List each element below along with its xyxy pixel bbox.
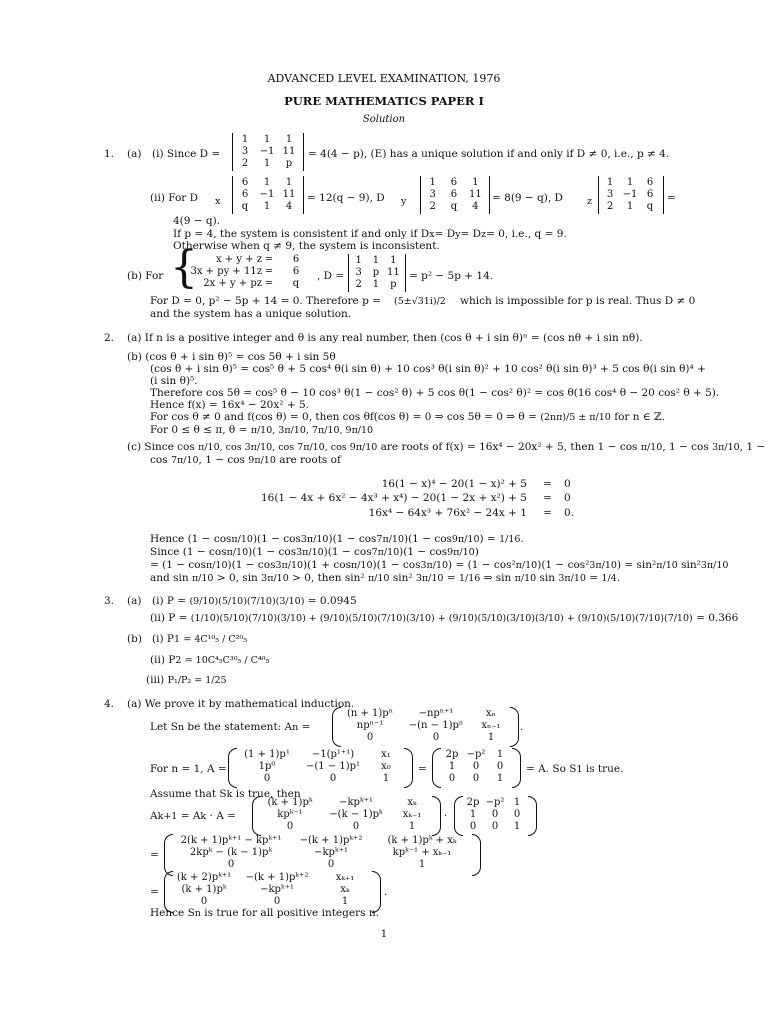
A1-matrix: (1 + 1)p¹ −1(p¹⁺¹) x₁ 1p⁰ −(1 − 1)p¹ x₀ 0 0 1 — [244, 749, 391, 784]
q2-c-hence: Hence (1 − cosπ/10)(1 − cos3π/10)(1 − cos7π/10)(1 − cos9π/10) = 1/16. — [150, 533, 524, 545]
q3-b-ii: (ii) P2 = 10C⁴₅C³⁰₅ / C⁴⁰₅ — [150, 654, 270, 666]
equals-2: = — [150, 886, 159, 898]
q3-b-iii: (iii) P₁/P₂ = 1/25 — [146, 674, 227, 686]
poly-val2: 0 — [564, 492, 571, 504]
q4-Ak1-lead: Ak+1 = Ak · A = — [150, 810, 236, 822]
Ak1-expanded-matrix: 2(k + 1)pᵏ⁺¹ − kpᵏ⁺¹ −(k + 1)pᵏ⁺² (k + 1)pᵏ + xₖ 2kpᵏ − (k − 1)pᵏ −kpᵏ⁺¹ kpᵏ⁻¹ + xₖ₋₁ 0 0 1 — [180, 835, 457, 870]
system-brace: { — [170, 242, 198, 293]
q2-c-line2: cos 7π/10, 1 − cos 9π/10 are roots of — [150, 454, 341, 466]
dot-operator: · — [444, 810, 448, 822]
An-period: . — [520, 721, 524, 733]
q3-b-i: (i) P1 = 4C¹⁰₅ / C²⁰₅ — [152, 633, 248, 645]
p-root: (5±√31i)/2 — [394, 296, 446, 307]
A1v-bracket-right — [512, 748, 521, 788]
q3-part-b: (b) — [127, 633, 142, 645]
q4-assume: Assume that Sk is true, then — [150, 788, 301, 800]
Dy-entries: 1 6 1 3 6 11 2 q 4 — [429, 177, 482, 212]
q4-base-case: For n = 1, A = — [150, 763, 227, 775]
q1-b-D-value: = p² − 5p + 14. — [409, 270, 494, 282]
q2-c-sine: and sin π/10 > 0, sin 3π/10 > 0, then sin² π/10 sin² 3π/10 = 1/16 ⇒ sin π/10 sin 3π/10 = 1/4. — [150, 572, 621, 584]
equals-1: = — [150, 849, 159, 861]
exam-title: ADVANCED LEVEL EXAMINATION, 1976 — [267, 72, 501, 85]
poly-line2: 16(1 − 4x + 6x² − 4x³ + x⁴) − 20(1 − 2x + x²) + 5 — [260, 492, 527, 504]
q2-b-expansion-end: (i sin θ)⁵. — [150, 375, 198, 387]
solution-subtitle: Solution — [362, 114, 406, 125]
sub-y: y — [401, 196, 407, 207]
system-b: x + y + z = 6 3x + py + 11z = 6 2x + y + pz = q — [190, 254, 300, 289]
q4-base-conclusion: = A. So S1 is true. — [526, 763, 624, 775]
D-b-entries: 1 1 1 3 p 11 2 1 p — [355, 255, 400, 290]
q2-c-product: = (1 − cosπ/10)(1 − cos3π/10)(1 + cosπ/10)(1 − cos3π/10) = (1 − cos²π/10)(1 − cos²3π/10) = sin²π/10 sin²3π/10 — [150, 559, 729, 571]
Dz-entries: 1 1 6 3 −1 6 2 1 q — [606, 177, 654, 212]
q1-b-conclusion: which is impossible for p is real. Thus D ≠ 0 — [460, 295, 696, 307]
poly-val3: 0. — [564, 507, 575, 519]
q1-part-a: (a) — [127, 148, 142, 160]
q1-b-quadratic: For D = 0, p² − 5p + 14 = 0. Therefore p = — [150, 295, 381, 307]
inconsistency-line: Otherwise when q ≠ 9, the system is inconsistent. — [173, 240, 440, 252]
q3-a-i: (i) P = (9/10)(5/10)(7/10)(3/10) = 0.0945 — [152, 595, 357, 607]
A1-equals: = — [418, 763, 427, 775]
A1-bracket-right — [404, 748, 413, 788]
An-bracket-right — [510, 707, 519, 747]
Ak-bracket-right — [432, 796, 441, 836]
sub-x: x — [215, 196, 221, 207]
result-period: . — [384, 886, 388, 898]
q2-b-fx: Hence f(x) = 16x⁴ − 20x² + 5. — [150, 399, 309, 411]
poly-eq3: = — [543, 507, 552, 519]
A-bracket-right — [528, 796, 537, 836]
q3-part-a: (a) — [127, 595, 142, 607]
page-number: 1 — [380, 928, 388, 940]
q4-conclusion: Hence Sn is true for all positive integers n. — [150, 907, 379, 919]
q1-b-D-lead: , D = — [317, 270, 345, 282]
paper-title: PURE MATHEMATICS PAPER I — [284, 94, 484, 108]
q1-ai-lead: (i) Since D = — [152, 148, 221, 160]
q2-b-roots: For cos θ ≠ 0 and f(cos θ) = 0, then cos θf(cos θ) = 0 ⇒ cos 5θ = 0 ⇒ θ = (2nπ)/5 ± π/10 for n ∈ ℤ. — [150, 411, 665, 423]
q1-b-unique: and the system has a unique solution. — [150, 308, 352, 320]
D-entries: 1 1 1 3 −1 11 2 1 p — [241, 134, 296, 169]
q1-aii-lead: (ii) For D — [150, 192, 199, 204]
q2-b-line1: (b) (cos θ + i sin θ)⁵ = cos 5θ + i sin 5θ — [127, 351, 336, 363]
A1-value-matrix: 2p −p² 1 1 0 0 0 0 1 — [445, 749, 504, 784]
q3-number: 3. — [104, 595, 115, 607]
q1-number: 1. — [104, 148, 115, 160]
An-matrix: (n + 1)pⁿ −npⁿ⁺¹ xₙ npⁿ⁻¹ −(n − 1)pⁿ xₙ₋₁ 0 0 1 — [346, 708, 501, 743]
q1-b-lead: (b) For — [127, 270, 164, 282]
q4-number: 4. — [104, 698, 115, 710]
consistency-line: If p = 4, the system is consistent if and only if Dx= Dy= Dz= 0, i.e., q = 9. — [173, 228, 567, 240]
q2-c-line1: (c) Since cos π/10, cos 3π/10, cos 7π/10, cos 9π/10 are roots of f(x) = 16x⁴ − 20x² + 5, then 1 − cos π/10, 1 − cos 3π/10, 1 − — [127, 441, 766, 453]
poly-eq2: = — [543, 492, 552, 504]
A-matrix: 2p −p² 1 1 0 0 0 0 1 — [466, 797, 521, 832]
poly-val1: 0 — [564, 478, 571, 490]
Ak1e-bracket-right — [472, 834, 481, 876]
q2-b-range: For 0 ≤ θ ≤ π, θ = π/10, 3π/10, 7π/10, 9π/10 — [150, 424, 374, 436]
q1-ai-result: = 4(4 − p), (E) has a unique solution if and only if D ≠ 0, i.e., p ≠ 4. — [308, 148, 670, 160]
poly-eq1: = — [543, 478, 552, 490]
q2-b-therefore: Therefore cos 5θ = cos⁵ θ − 10 cos³ θ(1 − cos² θ) + 5 cos θ(1 − cos² θ)² = cos θ(16 cos⁴ θ − 20 cos² θ + 5). — [150, 387, 720, 399]
poly-line1: 16(1 − x)⁴ − 20(1 − x)² + 5 — [381, 478, 527, 490]
Ak-matrix: (k + 1)pᵏ −kpᵏ⁺¹ xₖ kpᵏ⁻¹ −(k − 1)pᵏ xₖ₋₁ 0 0 1 — [267, 797, 422, 832]
Dx-entries: 6 1 1 6 −1 11 q 1 4 — [241, 177, 296, 212]
q3-a-ii: (ii) P = (1/10)(5/10)(7/10)(3/10) + (9/10)(5/10)(7/10)(3/10) + (9/10)(5/10)(3/10)(3/10) + (9/10)(5/10)(7/10)(7/10) = 0.366 — [150, 612, 739, 624]
q4-a-intro: (a) We prove it by mathematical induction. — [127, 698, 355, 710]
q4-statement: Let Sn be the statement: An = — [150, 721, 311, 733]
Dz-value: 4(9 − q). — [173, 215, 221, 227]
q2-c-since: Since (1 − cosπ/10)(1 − cos3π/10)(1 − cos7π/10)(1 − cos9π/10) — [150, 546, 479, 558]
q2-number: 2. — [104, 332, 115, 344]
Dx-value: = 12(q − 9), D — [307, 192, 385, 204]
poly-line3: 16x⁴ − 64x³ + 76x² − 24x + 1 — [368, 507, 527, 519]
sub-z: z — [587, 196, 593, 207]
Dz-equals: = — [667, 192, 676, 204]
q2-a-demoivre: (a) If n is a positive integer and θ is any real number, then (cos θ + i sin θ)ⁿ = (cos nθ + i sin nθ). — [127, 332, 643, 344]
Ak1-result-matrix: (k + 2)pᵏ⁺¹ −(k + 1)pᵏ⁺² xₖ₊₁ (k + 1)pᵏ −kpᵏ⁺¹ xₖ 0 0 1 — [176, 872, 355, 907]
q2-b-expansion: (cos θ + i sin θ)⁵ = cos⁵ θ + 5 cos⁴ θ(i sin θ) + 10 cos³ θ(i sin θ)² + 10 cos² θ(i sin θ)³ + 5 cos θ(i sin θ)⁴ + — [150, 363, 706, 375]
Dy-value: = 8(9 − q), D — [492, 192, 563, 204]
